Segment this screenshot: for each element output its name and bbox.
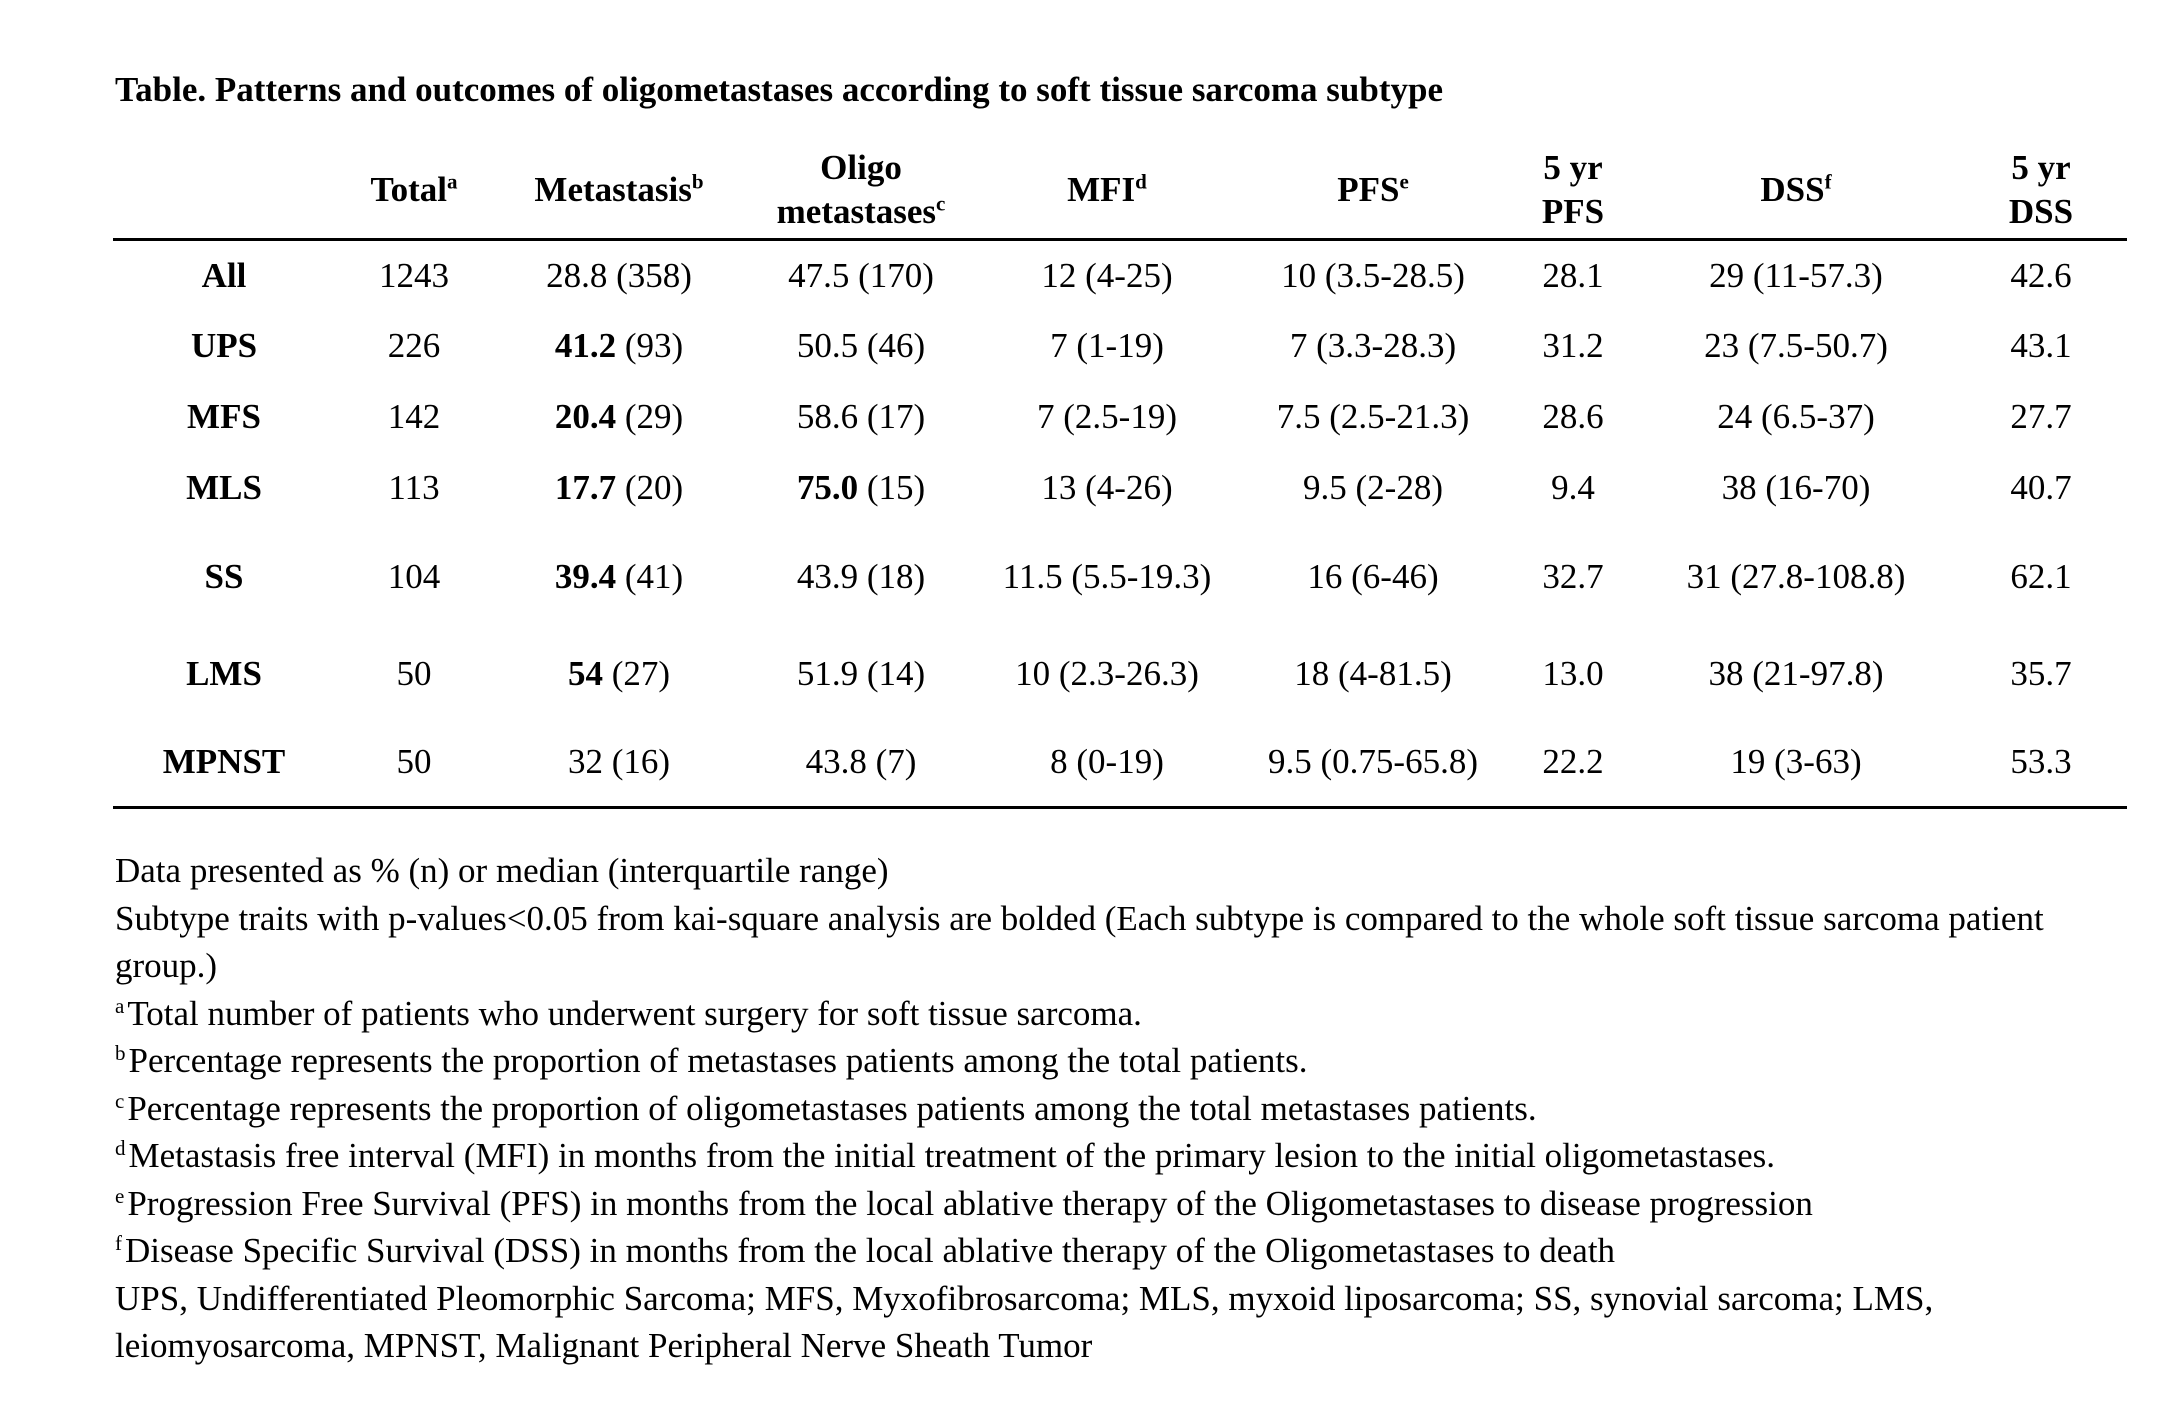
column-header — [977, 142, 1237, 240]
footnote-marker: f — [1824, 169, 1832, 194]
column-header-label: DSS — [1760, 170, 1825, 209]
cell-oligometastases — [745, 630, 977, 719]
column-header — [493, 142, 745, 240]
footnote — [115, 990, 2135, 1038]
footnote-marker: a — [447, 169, 458, 194]
table-title: Table. Patterns and outcomes of oligometastases according to soft tissue sarcoma subtype — [115, 70, 1443, 109]
cell-5yr-dss: 43.1 — [2010, 326, 2072, 365]
footnote-text: Percentage represents the proportion of metastases patients among the total patients. — [128, 1041, 1308, 1080]
table-row — [113, 453, 2127, 524]
cell-pfs: 16 (6-46) — [1307, 556, 1439, 596]
footnote — [115, 1037, 2135, 1085]
cell-value: (93) — [616, 326, 684, 365]
footnote-marker: d — [115, 1136, 126, 1161]
cell-value: (29) — [616, 397, 684, 436]
cell-total: 50 — [396, 654, 432, 693]
cell-total: 113 — [388, 468, 440, 507]
row-label: All — [201, 255, 247, 295]
cell-value: 50.5 (46) — [796, 326, 926, 365]
cell-metastasis — [493, 630, 745, 719]
table-row — [113, 524, 2127, 630]
cell-mfi: 13 (4-26) — [1041, 468, 1173, 507]
cell-5yr-dss: 42.6 — [2010, 255, 2072, 295]
cell-dss: 23 (7.5-50.7) — [1704, 326, 1888, 365]
cell-metastasis — [493, 382, 745, 453]
footnote-marker: f — [115, 1231, 122, 1256]
cell-value: 58.6 (17) — [796, 397, 926, 436]
cell-value: (20) — [616, 468, 684, 507]
row-label: UPS — [190, 326, 258, 365]
cell-5yr-dss: 40.7 — [2010, 468, 2072, 507]
cell-oligometastases — [745, 240, 977, 311]
cell-value: (41) — [616, 556, 684, 596]
column-header-label: DSS — [2008, 192, 2074, 231]
cell-5yr-pfs: 22.2 — [1509, 719, 1637, 808]
footnote-marker: e — [1399, 169, 1409, 194]
cell-dss: 29 (11-57.3) — [1709, 255, 1883, 295]
note-general: Data presented as % (n) or median (interquartile range) — [115, 851, 889, 890]
note-abbreviations: UPS, Undifferentiated Pleomorphic Sarcoma; MFS, Myxofibrosarcoma; MLS, myxoid liposarcoma; SS, synovial sarcoma; LMS, leiomyosarcoma, MPNST, Malignant Peripheral Nerve Sheath Tumor — [115, 1278, 1934, 1365]
cell-pfs: 7.5 (2.5-21.3) — [1276, 397, 1470, 436]
note-general: Subtype traits with p-values<0.05 from kai-square analysis are bolded (Each subtype is compared to the whole soft tissue sarcoma patient group.) — [115, 898, 2044, 985]
column-header-label: PFS — [1541, 192, 1605, 231]
column-header — [1509, 142, 1637, 240]
data-table — [113, 142, 2127, 809]
cell-pfs: 10 (3.5-28.5) — [1281, 255, 1465, 295]
cell-mfi: 11.5 (5.5-19.3) — [1002, 556, 1212, 596]
cell-5yr-pfs: 9.4 — [1551, 468, 1595, 507]
column-header-label: 5 yr — [2011, 148, 2071, 187]
row-label: MPNST — [113, 719, 335, 808]
column-header — [113, 142, 335, 240]
table-row — [113, 382, 2127, 453]
cell-pfs: 18 (4-81.5) — [1294, 654, 1452, 693]
footnote-text: Total number of patients who underwent surgery for soft tissue sarcoma. — [127, 993, 1142, 1033]
table-row — [113, 311, 2127, 382]
cell-metastasis — [493, 719, 745, 808]
significant-value: 17.7 — [554, 468, 617, 507]
cell-metastasis — [493, 240, 745, 311]
cell-total: 50 — [335, 719, 493, 808]
significant-value: 20.4 — [554, 397, 617, 436]
column-header — [1637, 142, 1955, 240]
table-notes — [115, 847, 2135, 1370]
cell-total: 1243 — [379, 255, 449, 295]
footnote-text: Disease Specific Survival (DSS) in months from the local ablative therapy of the Oligometastases to death — [125, 1231, 1616, 1270]
row-label: MFS — [187, 397, 261, 436]
cell-5yr-dss: 62.1 — [2010, 556, 2072, 596]
footnote-list — [115, 990, 2135, 1275]
cell-dss: 38 (16-70) — [1721, 468, 1871, 507]
cell-mfi: 7 (1-19) — [1050, 326, 1164, 365]
cell-pfs: 9.5 (0.75-65.8) — [1237, 719, 1509, 808]
significant-value: 41.2 — [554, 326, 617, 365]
column-header-label: MFI — [1067, 170, 1136, 209]
footnote — [115, 1132, 2135, 1180]
table-header-row — [113, 142, 2127, 240]
cell-oligometastases — [745, 311, 977, 382]
cell-5yr-pfs: 13.0 — [1542, 654, 1604, 693]
footnote — [115, 1227, 2135, 1275]
cell-5yr-dss: 35.7 — [2010, 654, 2072, 693]
table-row — [113, 719, 2127, 808]
cell-dss: 31 (27.8-108.8) — [1686, 556, 1906, 596]
footnote-text: Progression Free Survival (PFS) in months from the local ablative therapy of the Oligometastases to disease progression — [127, 1183, 1813, 1223]
footnote-text: Metastasis free interval (MFI) in months from the initial treatment of the primary lesion to the initial oligometastases. — [128, 1136, 1776, 1175]
cell-dss: 19 (3-63) — [1637, 719, 1955, 808]
cell-5yr-pfs: 28.1 — [1542, 255, 1604, 295]
cell-metastasis — [493, 453, 745, 524]
cell-value: 43.8 (7) — [805, 742, 917, 782]
table-row — [113, 630, 2127, 719]
significant-value: 54 — [567, 654, 603, 693]
footnote-marker: b — [115, 1041, 126, 1066]
cell-oligometastases — [745, 453, 977, 524]
footnote-marker: d — [1135, 169, 1147, 194]
cell-total: 226 — [387, 326, 441, 365]
row-label: SS — [204, 556, 244, 596]
cell-value: (27) — [602, 654, 671, 693]
row-label: MLS — [186, 468, 262, 507]
cell-value: (15) — [858, 468, 926, 507]
column-header-label: 5 yr — [1543, 148, 1603, 187]
cell-5yr-dss: 27.7 — [2010, 397, 2072, 436]
column-header-label: Oligo — [820, 148, 902, 187]
cell-5yr-pfs: 28.6 — [1542, 397, 1604, 436]
footnote-marker: c — [115, 1088, 125, 1113]
footnote — [115, 1180, 2135, 1228]
cell-mfi: 7 (2.5-19) — [1037, 397, 1177, 436]
column-header-label: Total — [370, 170, 447, 209]
cell-mfi: 8 (0-19) — [977, 719, 1237, 808]
cell-oligometastases — [745, 719, 977, 808]
column-header-label: Metastasis — [534, 170, 692, 209]
column-header-label: PFS — [1337, 170, 1400, 209]
significant-value: 39.4 — [554, 556, 617, 596]
cell-oligometastases — [745, 524, 977, 630]
footnote-marker: b — [691, 169, 704, 194]
significant-value: 75.0 — [796, 468, 859, 507]
cell-pfs: 7 (3.3-28.3) — [1289, 326, 1457, 365]
cell-metastasis — [493, 311, 745, 382]
footnote — [115, 1085, 2135, 1133]
column-header — [745, 142, 977, 240]
cell-dss: 24 (6.5-37) — [1717, 397, 1875, 436]
cell-5yr-pfs: 31.2 — [1542, 326, 1604, 365]
cell-total: 142 — [387, 397, 441, 436]
cell-mfi: 12 (4-25) — [1041, 255, 1173, 295]
footnote-marker: a — [115, 993, 125, 1018]
cell-value: 51.9 (14) — [796, 654, 926, 693]
cell-5yr-pfs: 32.7 — [1542, 556, 1604, 596]
cell-value: 32 (16) — [567, 742, 671, 782]
column-header-label: metastases — [776, 192, 937, 231]
column-header — [335, 142, 493, 240]
cell-total: 104 — [387, 556, 441, 596]
cell-value: 28.8 (358) — [546, 255, 692, 295]
cell-value: 47.5 (170) — [788, 255, 934, 295]
cell-mfi: 10 (2.3-26.3) — [1015, 654, 1199, 693]
cell-dss: 38 (21-97.8) — [1708, 654, 1884, 693]
cell-metastasis — [493, 524, 745, 630]
row-label: LMS — [186, 654, 262, 693]
table-row — [113, 240, 2127, 311]
column-header — [1955, 142, 2127, 240]
cell-5yr-dss: 53.3 — [1955, 719, 2127, 808]
footnote-marker: e — [115, 1183, 125, 1208]
column-header — [1237, 142, 1509, 240]
cell-pfs: 9.5 (2-28) — [1303, 468, 1443, 507]
footnote-text: Percentage represents the proportion of oligometastases patients among the total metastases patients. — [127, 1088, 1537, 1128]
table-body — [113, 240, 2127, 808]
footnote-marker: c — [936, 191, 946, 216]
cell-value: 43.9 (18) — [796, 556, 926, 596]
cell-oligometastases — [745, 382, 977, 453]
